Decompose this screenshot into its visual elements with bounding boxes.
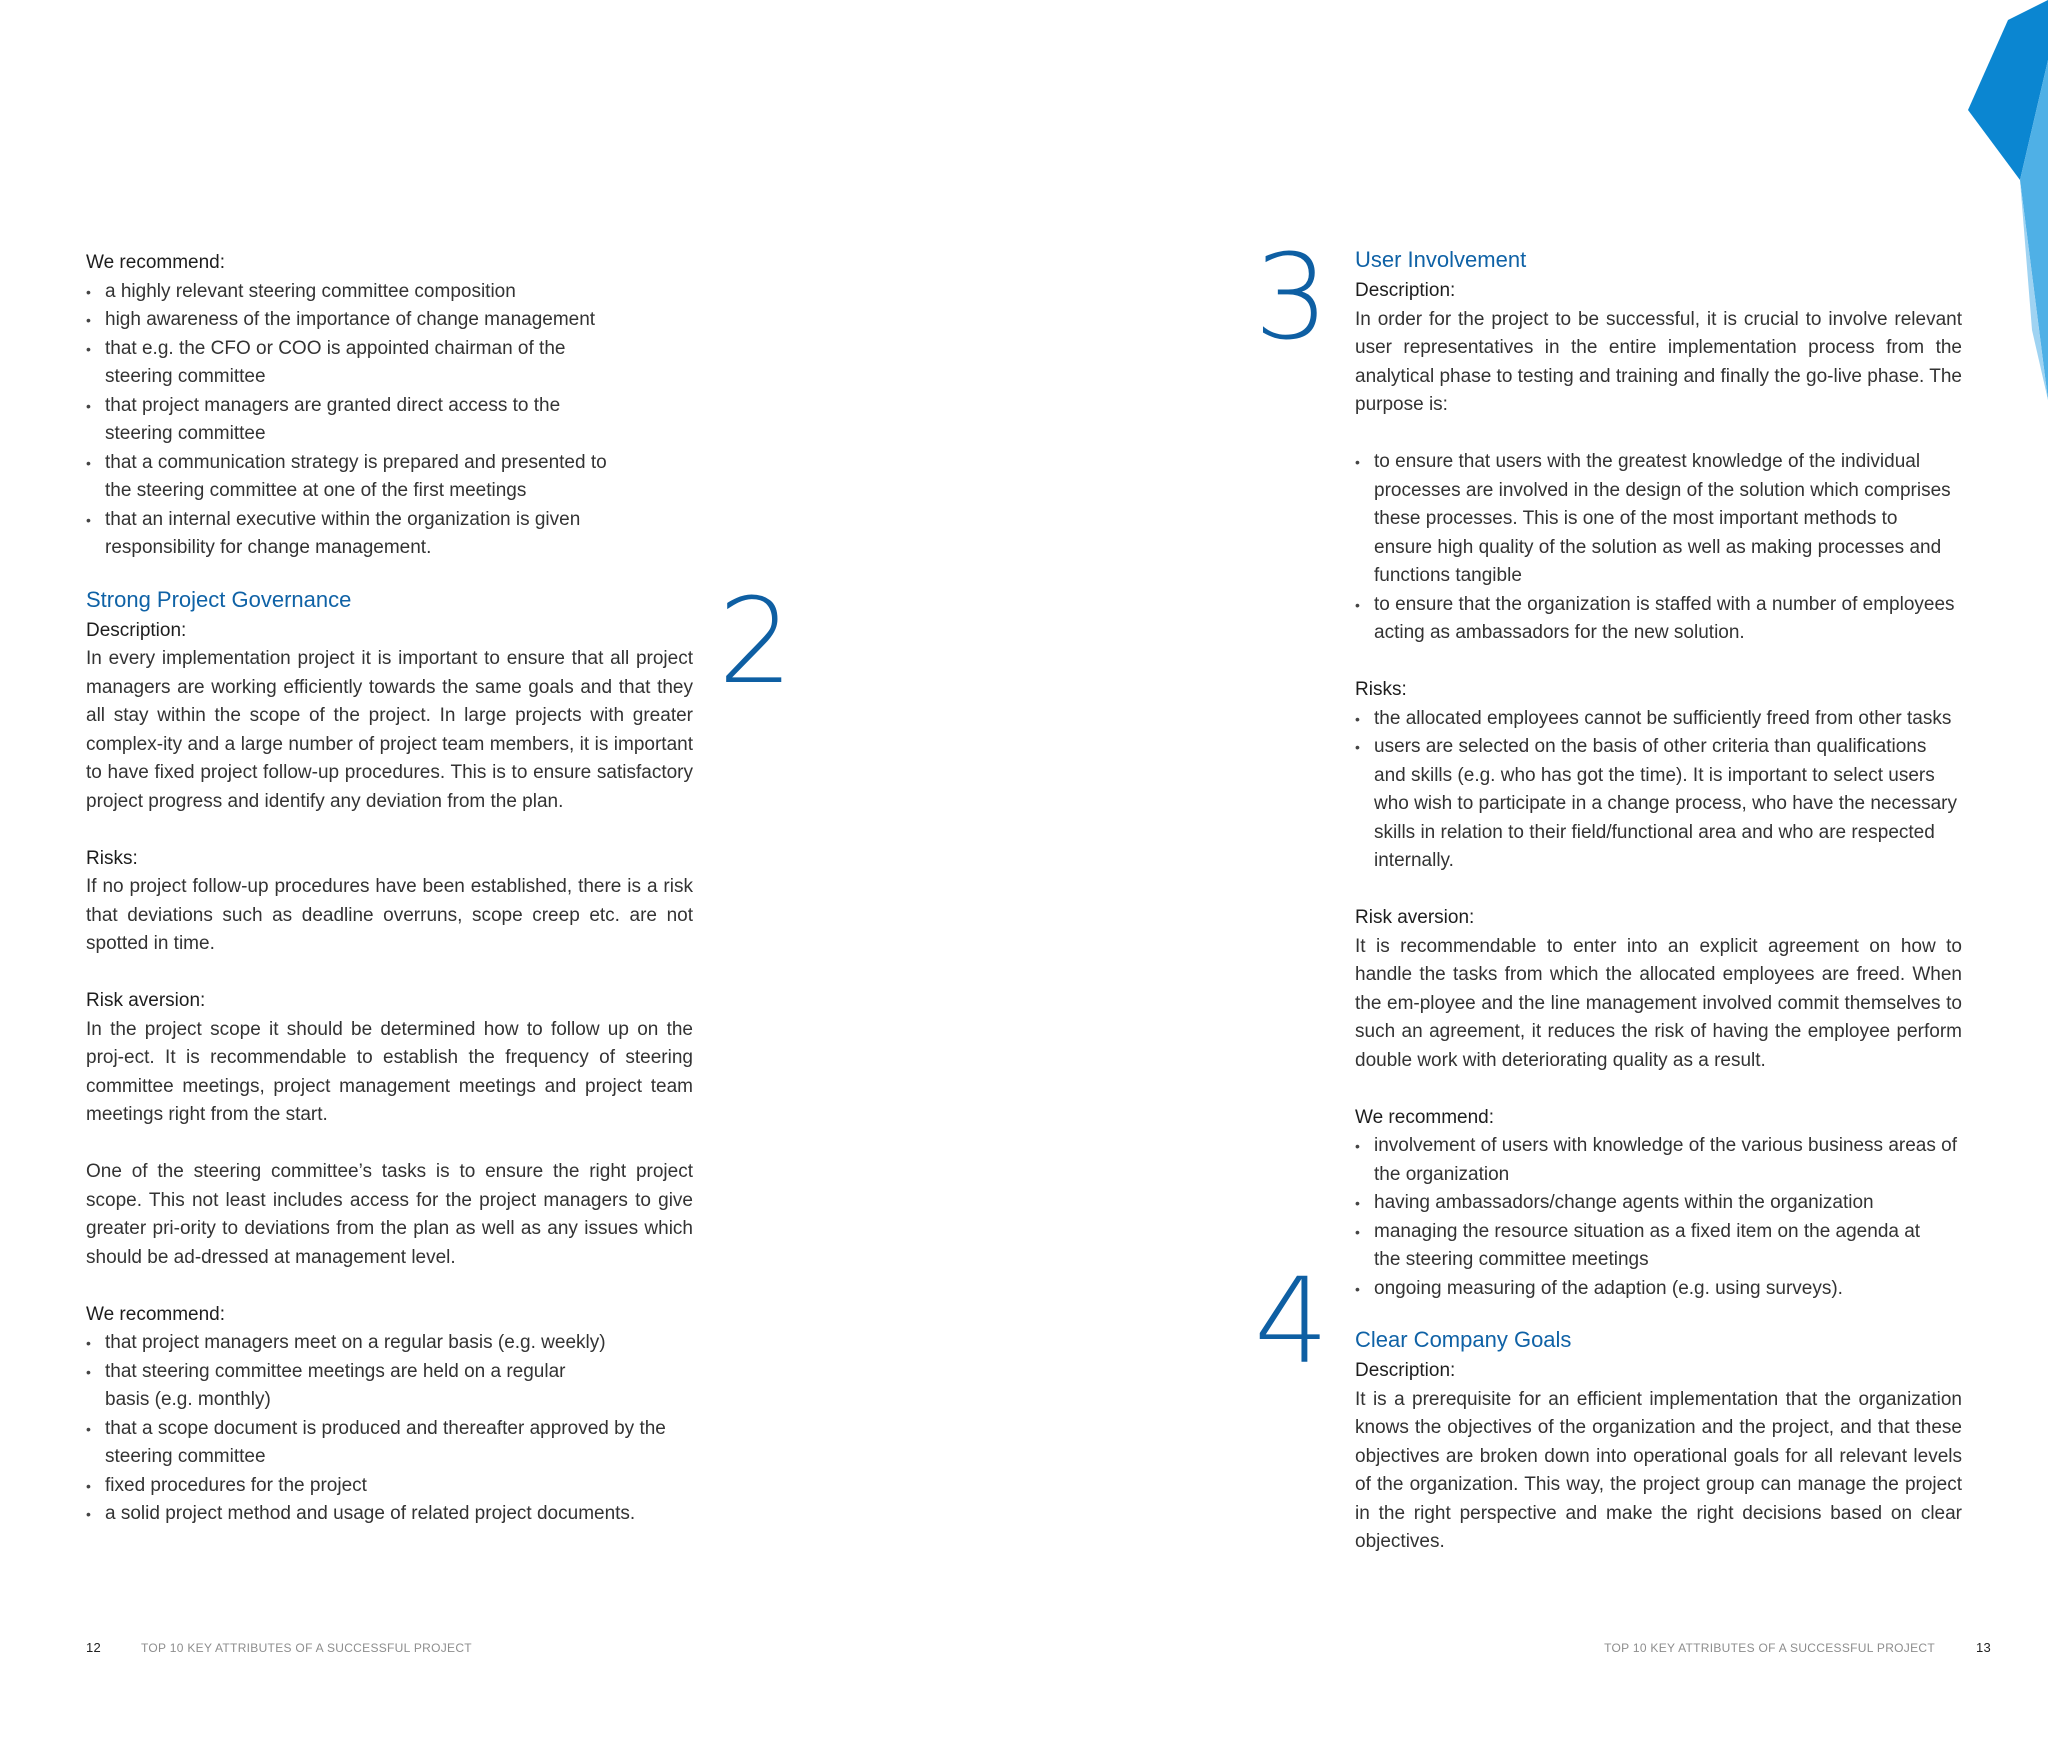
list-item: • high awareness of the importance of change management xyxy=(86,306,693,335)
list-item: • to ensure that the organization is staffed with a number of employees acting as ambassadors for the new solution. xyxy=(1355,591,1962,648)
left-column xyxy=(86,249,693,1529)
list-item: • that e.g. the CFO or COO is appointed chairman of the steering committee xyxy=(86,335,693,392)
corner-graphic xyxy=(1968,0,2048,400)
recommend-label: We recommend: xyxy=(1355,1106,1495,1128)
risks-text: If no project follow-up procedures have been established, there is a risk that deviations such as deadline overruns, scope creep etc. are not spotted in time. xyxy=(86,876,693,954)
risk-aversion-text: In the project scope it should be determined how to follow up on the proj-ect. It is recommendable to establish the frequency of steering committee meetings, project management meetings and project team meetings right from the start. xyxy=(86,1018,693,1125)
list-item: • users are selected on the basis of other criteria than qualifications and skills (e.g. who has got the time). It is important to select users who wish to participate in a change process, who have the necessary skills in relation to their field/functional area and who are respected internally. xyxy=(1355,733,1962,876)
purpose-list xyxy=(1355,448,1962,648)
page-number: 12 xyxy=(86,1640,102,1655)
list-item: • ongoing measuring of the adaption (e.g. using surveys). xyxy=(1355,1275,1962,1304)
risks-list xyxy=(1355,705,1962,876)
list-item: • that project managers meet on a regular basis (e.g. weekly) xyxy=(86,1329,693,1358)
description-label: Description: xyxy=(86,619,187,641)
section-3-title: User Involvement xyxy=(1355,247,1527,272)
footer-title: TOP 10 KEY ATTRIBUTES OF A SUCCESSFUL PROJECT xyxy=(141,1641,472,1655)
intro-recommend-list xyxy=(86,278,693,563)
list-item: • a highly relevant steering committee composition xyxy=(86,278,693,307)
risks-label: Risks: xyxy=(1355,679,1407,700)
section-number-4: 4 xyxy=(1254,1252,1330,1390)
risk-aversion-text: It is recommendable to enter into an explicit agreement on how to handle the tasks from which the allocated employees are freed. When the em-ployee and the line management involved commit themselves to such an agreement, it reduces the risk of having the employee perform double work with deteriorating quality as a result. xyxy=(1355,935,1962,1071)
list-item: • that an internal executive within the organization is given responsibility for change management. xyxy=(86,506,693,563)
footer-title: TOP 10 KEY ATTRIBUTES OF A SUCCESSFUL PROJECT xyxy=(1604,1641,1935,1655)
recommend-list xyxy=(1355,1132,1962,1303)
list-item: • managing the resource situation as a fixed item on the agenda at the steering committee meetings xyxy=(1355,1218,1962,1275)
page-number: 13 xyxy=(1975,1640,1991,1655)
list-item: • to ensure that users with the greatest knowledge of the individual processes are involved in the design of the solution which comprises these processes. This is one of the most important methods to ensure high quality of the solution as well as making processes and functions tangible xyxy=(1355,448,1962,591)
list-item: • that a communication strategy is prepared and presented to the steering committee at one of the first meetings xyxy=(86,449,693,506)
risk-aversion-label: Risk aversion: xyxy=(86,990,206,1011)
list-item: • that project managers are granted direct access to the steering committee xyxy=(86,392,693,449)
right-column xyxy=(1355,245,1962,1557)
section-2-title: Strong Project Governance xyxy=(86,586,352,612)
risks-label: Risks: xyxy=(86,847,138,869)
list-item: • that a scope document is produced and thereafter approved by the steering committee xyxy=(86,1415,693,1472)
description-text: It is a prerequisite for an efficient implementation that the organization knows the objectives of the organization and the project, and that these objectives are broken down into operational goals for all relevant levels of the organization. This way, the project group can manage the project in the right perspective and make the right decisions based on clear objectives. xyxy=(1355,1388,1962,1552)
section-number-3: 3 xyxy=(1254,228,1330,366)
list-item: • fixed procedures for the project xyxy=(86,1472,693,1501)
section-number-2: 2 xyxy=(718,572,794,710)
section-4-title: Clear Company Goals xyxy=(1355,1327,1572,1352)
list-item: • involvement of users with knowledge of the various business areas of the organization xyxy=(1355,1132,1962,1189)
intro-recommend-label: We recommend: xyxy=(86,252,226,273)
description-text: In every implementation project it is important to ensure that all project managers are working efficiently towards the same goals and that they all stay within the scope of the project. In large projects with greater complex-ity and a large number of project team members, it is important to have fixed project follow-up procedures. This is to ensure satisfactory project progress and identify any deviation from the plan. xyxy=(86,648,693,812)
list-item: • having ambassadors/change agents within the organization xyxy=(1355,1189,1962,1218)
description-label: Description: xyxy=(1355,1360,1456,1381)
description-text: In order for the project to be successful, it is crucial to involve relevant user representatives in the entire implementation process from the analytical phase to testing and training and finally the go-live phase. The purpose is: xyxy=(1355,308,1962,415)
list-item: • a solid project method and usage of related project documents. xyxy=(86,1500,693,1529)
description-label: Description: xyxy=(1355,280,1456,301)
list-item: • that steering committee meetings are held on a regular basis (e.g. monthly) xyxy=(86,1358,693,1415)
risk-aversion-label: Risk aversion: xyxy=(1355,907,1475,928)
recommend-list xyxy=(86,1329,693,1529)
risk-aversion-text-2: One of the steering committee’s tasks is to ensure the right project scope. This not least includes access for the project managers to give greater pri-ority to deviations from the plan as well as any issues which should be ad-dressed at management level. xyxy=(86,1161,693,1268)
recommend-label: We recommend: xyxy=(86,1303,226,1325)
list-item: • the allocated employees cannot be sufficiently freed from other tasks xyxy=(1355,705,1962,734)
